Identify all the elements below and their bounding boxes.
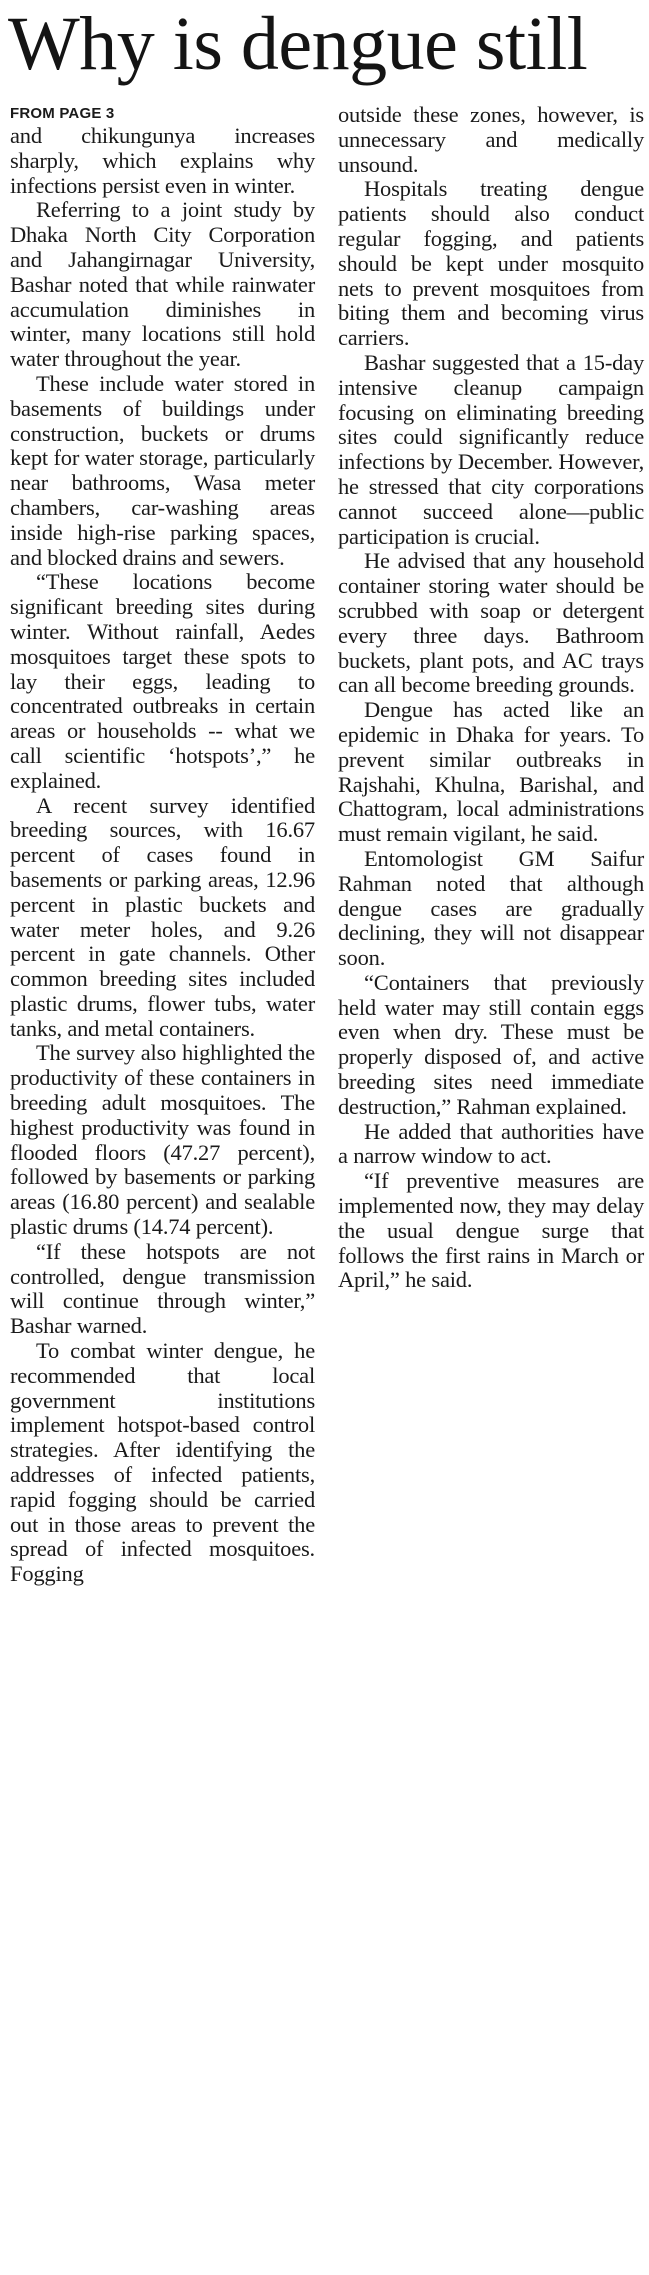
paragraph: “Containers that previously held water may still contain eggs even when dry. These must be properly disposed of, and active breeding sites need immediate destruction,” Rahman explained. <box>338 969 644 1119</box>
paragraph: Dengue has acted like an epidemic in Dhaka for years. To prevent similar outbreaks in Rajshahi, Khulna, Barishal, and Chattogram, local administrations must remain vigilant, he said. <box>338 697 644 847</box>
paragraph: Hospitals treating dengue patients should also conduct regular fogging, and patients should be kept under mosquito nets to prevent mosquitoes from biting them and becoming virus carriers. <box>338 176 644 351</box>
paragraph: “If preventive measures are implemented now, they may delay the usual dengue surge that follows the first rains in March or April,” he said. <box>338 1168 644 1293</box>
paragraph: A recent survey identified breeding sources, with 16.67 percent of cases found in basements or parking areas, 12.96 percent in plastic buckets and water meter holes, and 9.26 percent in gate channels. Other common breeding sites included plastic drums, flower tubs, water tanks, and metal containers. <box>10 792 315 1041</box>
paragraph: Entomologist GM Saifur Rahman noted that although dengue cases are gradually declining, they will not disappear soon. <box>338 845 644 971</box>
paragraph: Referring to a joint study by Dhaka North City Corporation and Jahangirnagar University, Bashar noted that while rainwater accumulation diminishes in winter, many locations still hold water throughout the year. <box>10 197 315 372</box>
paragraph: To combat winter dengue, he recommended that local government institutions implement hotspot-based control strategies. After identifying the addresses of infected patients, rapid fogging should be carried out in those areas to prevent the spread of infected mosquitoes. Fogging <box>10 1338 315 1587</box>
right-column <box>338 103 644 1293</box>
paragraph: “If these hotspots are not controlled, dengue transmission will continue through winter,” Bashar warned. <box>10 1238 315 1339</box>
paragraph: These include water stored in basements of buildings under construction, buckets or drums kept for water storage, particularly near bathrooms, Wasa meter chambers, car-washing areas inside high-rise parking spaces, and blocked drains and sewers. <box>10 370 315 570</box>
left-column <box>10 104 315 1587</box>
paragraph: Bashar suggested that a 15-day intensive cleanup campaign focusing on eliminating breeding sites could significantly reduce infections by December. However, he stressed that city corporations cannot succeed alone—public participation is crucial. <box>338 349 644 549</box>
paragraph: “These locations become significant breeding sites during winter. Without rainfall, Aedes mosquitoes target these spots to lay their eggs, leading to concentrated outbreaks in certain areas or households -- what we call scientific ‘hotspots’,” he explained. <box>10 569 315 793</box>
paragraph: He advised that any household container storing water should be scrubbed with soap or detergent every three days. Bathroom buckets, plant pots, and AC trays can all become breeding grounds. <box>338 548 644 698</box>
paragraph: outside these zones, however, is unnecessary and medically unsound. <box>338 102 644 177</box>
paragraph: The survey also highlighted the productivity of these containers in breeding adult mosquitoes. The highest productivity was found in flooded floors (47.27 percent), followed by basements or parking areas (16.80 percent) and sealable plastic drums (14.74 percent). <box>10 1040 315 1240</box>
headline: Why is dengue still <box>8 2 588 86</box>
paragraph: He added that authorities have a narrow window to act. <box>338 1118 644 1169</box>
paragraph: and chikungunya increases sharply, which explains why infections persist even in winter. <box>10 123 315 198</box>
continued-from-label: FROM PAGE 3 <box>10 105 115 122</box>
